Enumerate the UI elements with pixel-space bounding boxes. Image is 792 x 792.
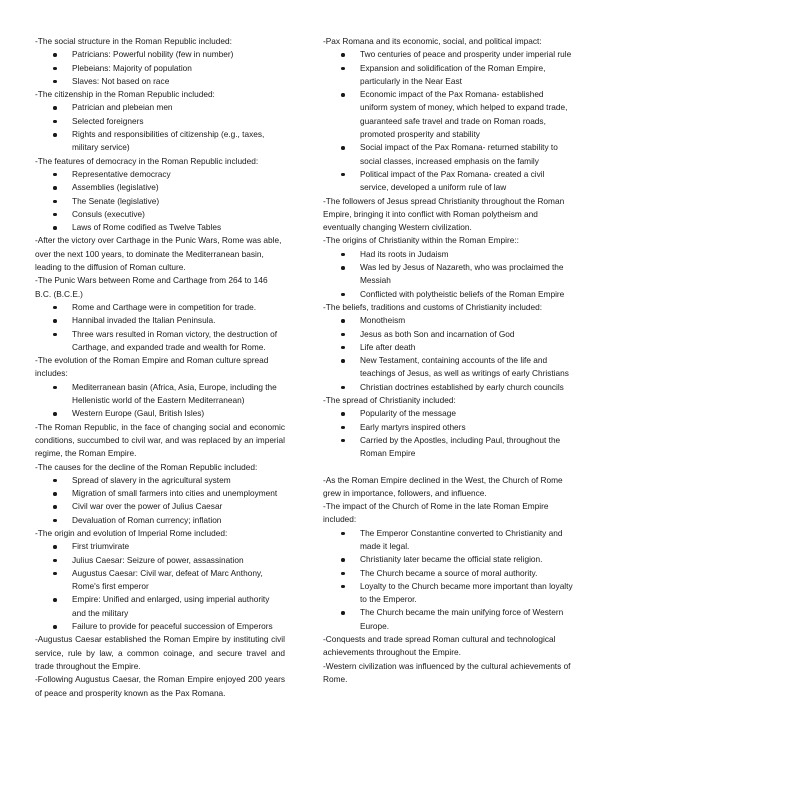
section-paragraph: -The causes for the decline of the Roman Republic included: <box>35 461 258 472</box>
bullet-item: Life after death <box>360 341 573 354</box>
bullet-item: Western Europe (Gaul, British Isles) <box>72 407 285 420</box>
bullet-item: Carried by the Apostles, including Paul, throughout the Roman Empire <box>360 434 573 461</box>
bullet-list <box>35 168 285 234</box>
bullet-item: Laws of Rome codified as Twelve Tables <box>72 221 285 234</box>
section-paragraph: -Pax Romana and its economic, social, and political impact: <box>323 36 542 46</box>
section-paragraph: -The beliefs, traditions and customs of Christianity included: <box>323 301 543 312</box>
bullet-list <box>35 48 285 88</box>
bullet-item: Was led by Jesus of Nazareth, who was proclaimed the Messiah <box>360 261 573 288</box>
bullet-item: Popularity of the message <box>360 407 573 420</box>
bullet-item: Consuls (executive) <box>72 208 285 221</box>
section-paragraph: -The followers of Jesus spread Christianity throughout the Roman Empire, bringing it into conflict with Roman polytheism and eventually changing Western civilization. <box>323 195 565 233</box>
bullet-item: Julius Caesar: Seizure of power, assassination <box>72 554 285 567</box>
bullet-list <box>35 474 285 527</box>
section-paragraph: -Augustus Caesar established the Roman Empire by instituting civil service, rule by law, a common coinage, and secure travel and trade throughout the Empire. <box>35 634 285 671</box>
bullet-item: Monotheism <box>360 314 573 327</box>
right-column <box>323 35 573 686</box>
section-paragraph: -The Punic Wars between Rome and Carthage from 264 to 146 B.C. (B.C.E.) <box>35 275 268 299</box>
section-paragraph: -Conquests and trade spread Roman cultural and technological achievements throughout the Empire. <box>323 634 556 658</box>
bullet-item: Migration of small farmers into cities and unemployment <box>72 487 285 500</box>
bullet-item: Patricians: Powerful nobility (few in number) <box>72 48 285 61</box>
bullet-item: Social impact of the Pax Romana- returned stability to social classes, increased emphasis on the family <box>360 141 573 168</box>
section-paragraph: -The origin and evolution of Imperial Rome included: <box>35 527 228 538</box>
bullet-item: Economic impact of the Pax Romana- established uniform system of money, which helped to expand trade, guaranteed safe travel and trade on Roman roads, promoted prosperity and stability <box>360 88 573 141</box>
bullet-item: First triumvirate <box>72 540 285 553</box>
bullet-item: Mediterranean basin (Africa, Asia, Europe, including the Hellenistic world of the Eastern Mediterranean) <box>72 381 285 408</box>
bullet-item: Loyalty to the Church became more important than loyalty to the Emperor. <box>360 580 573 607</box>
bullet-item: The Church became a source of moral authority. <box>360 567 573 580</box>
bullet-item: Three wars resulted in Roman victory, the destruction of Carthage, and expanded trade and wealth for Rome. <box>72 328 285 355</box>
bullet-item: Patrician and plebeian men <box>72 101 285 114</box>
section-paragraph: -The evolution of the Roman Empire and Roman culture spread includes: <box>35 355 269 379</box>
section-paragraph: -As the Roman Empire declined in the West, the Church of Rome grew in importance, followers, and influence. <box>323 474 563 498</box>
bullet-item: The Church became the main unifying force of Western Europe. <box>360 606 573 633</box>
spacer <box>323 461 573 474</box>
bullet-item: Empire: Unified and enlarged, using imperial authority and the military <box>72 593 285 620</box>
bullet-list <box>323 407 573 460</box>
bullet-item: Hannibal invaded the Italian Peninsula. <box>72 314 285 327</box>
bullet-item: Representative democracy <box>72 168 285 181</box>
bullet-item: The Senate (legislative) <box>72 195 285 208</box>
bullet-list <box>323 248 573 301</box>
bullet-item: Plebeians: Majority of population <box>72 62 285 75</box>
bullet-item: Devaluation of Roman currency; inflation <box>72 514 285 527</box>
bullet-list <box>323 314 573 394</box>
section-paragraph: -The origins of Christianity within the Roman Empire:: <box>323 235 519 246</box>
section-paragraph: -After the victory over Carthage in the Punic Wars, Rome was able, over the next 100 years, to dominate the Mediterranean basin, leading to the diffusion of Roman culture. <box>35 235 282 273</box>
left-column <box>35 35 285 700</box>
bullet-item: Spread of slavery in the agricultural system <box>72 474 285 487</box>
bullet-item: Augustus Caesar: Civil war, defeat of Marc Anthony, Rome's first emperor <box>72 567 285 594</box>
section-paragraph: -Western civilization was influenced by the cultural achievements of Rome. <box>323 660 571 684</box>
section-paragraph: -The citizenship in the Roman Republic included: <box>35 89 215 100</box>
section-paragraph: -The impact of the Church of Rome in the late Roman Empire included: <box>323 501 549 525</box>
section-paragraph: -The features of democracy in the Roman Republic included: <box>35 155 259 166</box>
section-paragraph: -The social structure in the Roman Republic included: <box>35 36 232 46</box>
bullet-item: New Testament, containing accounts of the life and teachings of Jesus, as well as writings of early Christians <box>360 354 573 381</box>
bullet-item: Assemblies (legislative) <box>72 181 285 194</box>
bullet-item: Failure to provide for peaceful succession of Emperors <box>72 620 285 633</box>
bullet-list <box>323 527 573 633</box>
section-paragraph: -Following Augustus Caesar, the Roman Empire enjoyed 200 years of peace and prosperity known as the Pax Romana. <box>35 674 285 698</box>
bullet-list <box>35 381 285 421</box>
bullet-item: Civil war over the power of Julius Caesar <box>72 500 285 513</box>
bullet-item: Political impact of the Pax Romana- created a civil service, developed a uniform rule of law <box>360 168 573 195</box>
bullet-list <box>35 101 285 154</box>
bullet-list <box>35 540 285 633</box>
bullet-item: Rome and Carthage were in competition for trade. <box>72 301 285 314</box>
bullet-item: Slaves: Not based on race <box>72 75 285 88</box>
section-paragraph: -The Roman Republic, in the face of changing social and economic conditions, succumbed to civil war, and was replaced by an imperial regime, the Roman Empire. <box>35 421 285 459</box>
bullet-item: The Emperor Constantine converted to Christianity and made it legal. <box>360 527 573 554</box>
bullet-item: Expansion and solidification of the Roman Empire, particularly in the Near East <box>360 62 573 89</box>
section-paragraph: -The spread of Christianity included: <box>323 395 456 406</box>
bullet-item: Christian doctrines established by early church councils <box>360 381 573 394</box>
bullet-item: Early martyrs inspired others <box>360 421 573 434</box>
bullet-item: Selected foreigners <box>72 115 285 128</box>
bullet-item: Jesus as both Son and incarnation of God <box>360 328 573 341</box>
bullet-list <box>323 48 573 194</box>
bullet-item: Christianity later became the official state religion. <box>360 553 573 566</box>
bullet-item: Had its roots in Judaism <box>360 248 573 261</box>
bullet-item: Conflicted with polytheistic beliefs of the Roman Empire <box>360 288 573 301</box>
bullet-item: Rights and responsibilities of citizenship (e.g., taxes, military service) <box>72 128 285 155</box>
bullet-list <box>35 301 285 354</box>
bullet-item: Two centuries of peace and prosperity under imperial rule <box>360 48 573 61</box>
